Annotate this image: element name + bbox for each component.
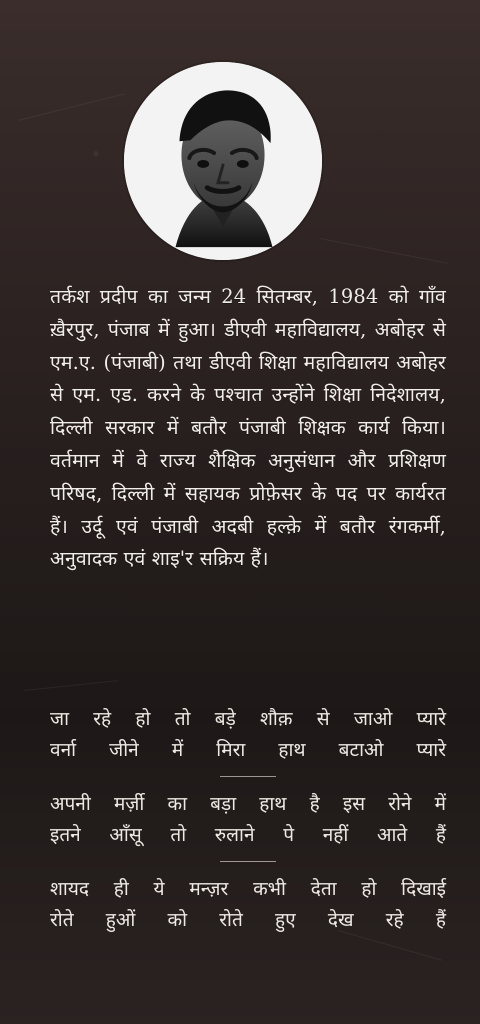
couplet-3 xyxy=(50,874,446,936)
author-photo xyxy=(124,62,322,260)
author-biography: तर्कश प्रदीप का जन्म 24 सितम्बर, 1984 को गाँव ख़ैरपुर, पंजाब में हुआ। डीएवी महाविद्यालय, अबोहर से एम.ए. (पंजाबी) तथा डीएवी शिक्षा महाविद्यालय अबोहर से एम. एड. करने के पश्चात उन्होंने शिक्षा निदेशालय, दिल्ली सरकार में बतौर पंजाबी शिक्षक कार्य किया। वर्तमान में वे राज्य शैक्षिक अनुसंधान और प्रशिक्षण परिषद, दिल्ली में सहायक प्रोफ़ेसर के पद पर कार्यरत हैं। उर्दू एवं पंजाबी अदबी हल्क़े में बतौर रंगकर्मी, अनुवादक एवं शाइ'र सक्रिय हैं। xyxy=(50,285,446,571)
couplet-1 xyxy=(50,704,446,766)
couplet-line-2: रोते हुओं को रोते हुए देख रहे हैं xyxy=(50,909,446,931)
texture-scratch xyxy=(18,93,125,121)
couplets-section xyxy=(50,704,446,936)
texture-scratch xyxy=(320,238,448,264)
couplet-line-1: शायद ही ये मन्ज़र कभी देता हो दिखाई xyxy=(50,878,446,900)
couplet-line-1: जा रहे हो तो बड़े शौक़ से जाओ प्यारे xyxy=(50,708,446,730)
texture-scratch xyxy=(24,680,119,691)
divider xyxy=(220,861,276,862)
couplet-2 xyxy=(50,789,446,851)
couplet-line-2: इतने आँसू तो रुलाने पे नहीं आते हैं xyxy=(50,824,446,846)
couplet-line-1: अपनी मर्ज़ी का बड़ा हाथ है इस रोने में xyxy=(50,793,446,815)
couplet-line-2: वर्ना जीने में मिरा हाथ बटाओ प्यारे xyxy=(50,739,446,761)
divider xyxy=(220,776,276,777)
portrait-image xyxy=(124,62,322,260)
